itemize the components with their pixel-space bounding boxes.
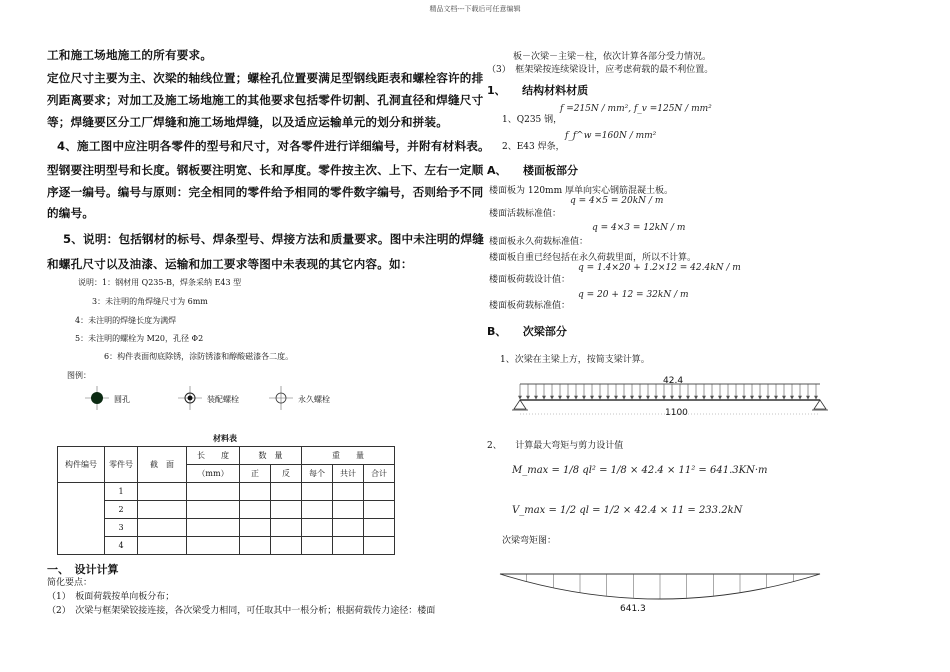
note-line: 4：未注明的焊缝长度为满焊 bbox=[75, 316, 177, 325]
text-line: 5、说明：包括钢材的标号、焊条型号、焊接方法和质量要求。图中未注明的焊缝 bbox=[63, 232, 485, 246]
text-line: （3） 框架梁按连续梁设计，应考虑荷载的最不利位置。 bbox=[487, 65, 714, 75]
material-table bbox=[57, 446, 395, 555]
item-line: （2） 次梁与框架梁铰接连接，各次梁受力相同，可任取其中一根分析；根据荷载传力途径：楼面 bbox=[47, 606, 436, 616]
live-load-formula: q = 4×5 = 20kN / m bbox=[570, 196, 664, 206]
note-line: 说明：1：钢材用 Q235-B，焊条采纳 E43 型 bbox=[78, 278, 242, 287]
shear-formula: V_max = 1/2 ql = 1/2 × 42.4 × 11 = 233.2kN bbox=[512, 505, 743, 516]
note-line: 5：未注明的螺栓为 M20，孔径 Φ2 bbox=[75, 334, 204, 343]
item-line: （1） 板面荷载按单向板分布； bbox=[47, 592, 175, 602]
row-number: 4 bbox=[105, 537, 138, 555]
text-line: 列距离要求；对加工及施工场地施工的其他要求包括零件切割、孔洞直径和焊缝尺寸 bbox=[47, 93, 484, 107]
e43-formula: f_f^w =160N / mm² bbox=[565, 131, 657, 141]
row-number: 1 bbox=[105, 483, 138, 501]
header-quantity: 数 量 bbox=[240, 447, 302, 465]
span-value-label: 1100 bbox=[665, 408, 688, 418]
note-line: 3：未注明的角焊缝尺寸为 6mm bbox=[92, 297, 208, 306]
header-length-unit: （mm） bbox=[187, 465, 240, 483]
table-row bbox=[58, 537, 395, 555]
header-negative: 反 bbox=[271, 465, 302, 483]
section-title-slab: A、 楼面板部分 bbox=[487, 164, 579, 177]
q235-formula: f =215N / mm², f_v =125N / mm² bbox=[560, 104, 712, 114]
simplify-label: 简化要点： bbox=[47, 578, 93, 588]
section-title-materials: 1、 结构材料材质 bbox=[487, 84, 589, 97]
text-line: 和螺孔尺寸以及油漆、运输和加工要求等图中未表现的其它内容。如： bbox=[47, 257, 413, 271]
moment-formula: M_max = 1/8 ql² = 1/8 × 42.4 × 11² = 641.3KN·m bbox=[512, 465, 768, 476]
design-load-formula: q = 1.4×20 + 1.2×12 = 42.4kN / m bbox=[578, 263, 741, 273]
calc-title: 2、 计算最大弯矩与剪力设计值 bbox=[487, 441, 624, 451]
moment-value-label: 641.3 bbox=[620, 604, 646, 614]
table-row bbox=[58, 501, 395, 519]
dead-load-formula: q = 4×3 = 12kN / m bbox=[592, 223, 686, 233]
text-line: 序逐一编号。编号与原则：完全相同的零件给予相同的零件数字编号，否则给予不同 bbox=[47, 185, 484, 199]
round-hole-icon bbox=[85, 386, 109, 410]
section-title-secondary-beam: B、 次梁部分 bbox=[487, 325, 567, 338]
table-row bbox=[58, 483, 395, 501]
legend-label-assembly-bolt: 装配螺栓 bbox=[207, 395, 239, 404]
std-load-formula: q = 20 + 12 = 32kN / m bbox=[578, 290, 689, 300]
text-line: 的编号。 bbox=[47, 206, 95, 220]
design-load-label: 楼面板荷载设计值： bbox=[489, 275, 571, 285]
text-line: 定位尺寸主要为主、次梁的轴线位置；螺栓孔位置要满足型钢线距表和螺栓容许的排 bbox=[47, 71, 484, 85]
legend-label-round-hole: 圆孔 bbox=[114, 395, 130, 404]
moment-diagram-label: 次梁弯矩图： bbox=[502, 536, 557, 546]
table-title: 材料表 bbox=[213, 433, 237, 443]
load-value-label: 42.4 bbox=[663, 376, 684, 386]
table-row bbox=[58, 519, 395, 537]
header-part-no: 构件编号 bbox=[58, 447, 105, 483]
header-each: 每个 bbox=[302, 465, 333, 483]
self-weight-note: 楼面板自重已经包括在永久荷载里面，所以不计算。 bbox=[489, 253, 697, 263]
page-header: 精品文档---下载后可任意编辑 bbox=[429, 5, 521, 13]
slab-description: 楼面板为 120mm 厚单向实心钢筋混凝土板。 bbox=[489, 186, 673, 196]
note-line: 6：构件表面彻底除锈，涂防锈漆和醇酸磁漆各二度。 bbox=[104, 352, 294, 361]
live-load-label: 楼面活载标准值： bbox=[489, 209, 562, 219]
header-weight: 重 量 bbox=[302, 447, 395, 465]
legend-label-permanent-bolt: 永久螺栓 bbox=[298, 395, 330, 404]
text-line: 4、施工图中应注明各零件的型号和尺寸，对各零件进行详细编号，并附有材料表。 bbox=[57, 139, 490, 153]
header-sum: 合计 bbox=[364, 465, 395, 483]
header-length: 长 度 bbox=[187, 447, 240, 465]
header-total: 共计 bbox=[333, 465, 364, 483]
q235-label: 1、Q235 钢， bbox=[502, 115, 563, 125]
text-line: 工和施工场地施工的所有要求。 bbox=[47, 48, 213, 62]
e43-label: 2、E43 焊条， bbox=[502, 142, 565, 152]
moment-diagram bbox=[497, 568, 827, 606]
assembly-bolt-icon bbox=[178, 386, 202, 410]
legend-title: 图例： bbox=[67, 371, 91, 380]
text-line: 等；焊缝要区分工厂焊缝和施工场地焊缝，以及适应运输单元的划分和拼装。 bbox=[47, 115, 448, 129]
header-positive: 正 bbox=[240, 465, 271, 483]
row-number: 2 bbox=[105, 501, 138, 519]
permanent-bolt-icon bbox=[269, 386, 293, 410]
header-piece-no: 零件号 bbox=[105, 447, 138, 483]
text-line: 型钢要注明型号和长度。钢板要注明宽、长和厚度。零件按主次、上下、左右一定顺 bbox=[47, 163, 484, 177]
header-section: 截 面 bbox=[138, 447, 187, 483]
std-load-label: 楼面板荷载标准值： bbox=[489, 301, 571, 311]
beam-description: 1、次梁在主梁上方，按简支梁计算。 bbox=[500, 355, 650, 365]
design-section-title: 一、 设计计算 bbox=[47, 563, 119, 576]
text-line: 板－次梁－主梁－柱，依次计算各部分受力情况。 bbox=[513, 52, 712, 62]
row-number: 3 bbox=[105, 519, 138, 537]
dead-load-label: 楼面板永久荷载标准值： bbox=[489, 237, 589, 247]
